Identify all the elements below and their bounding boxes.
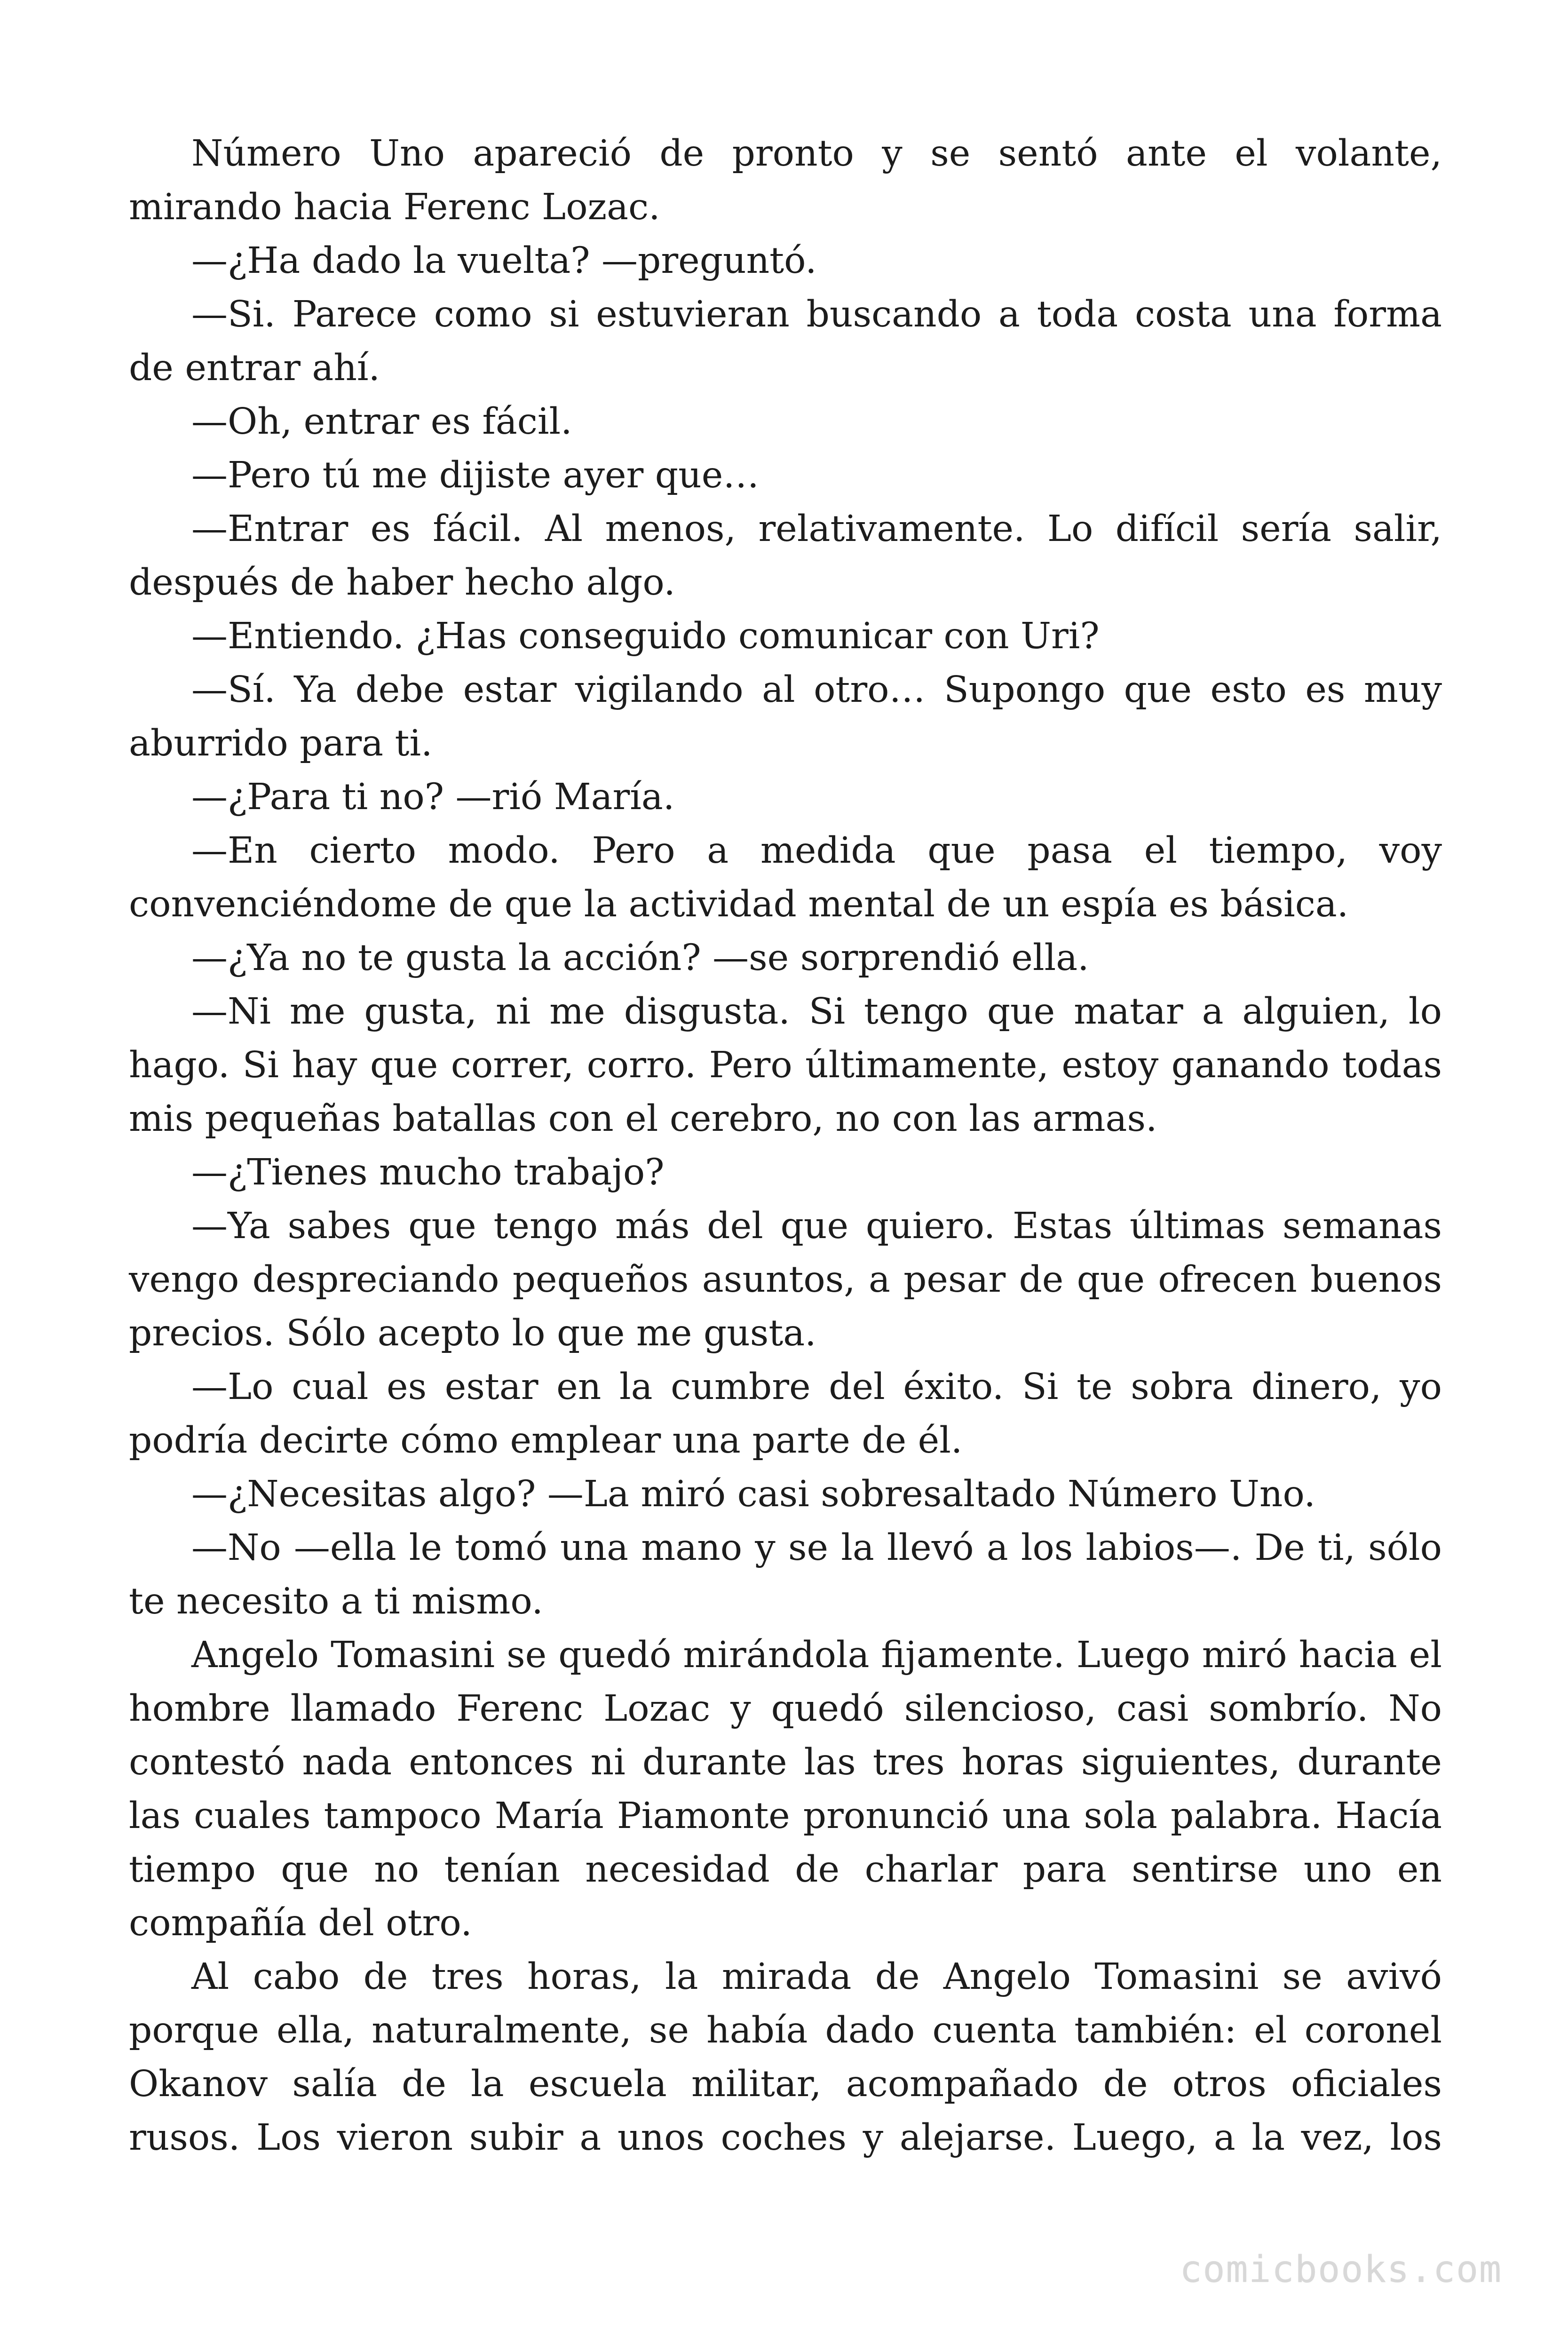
paragraph: —Sí. Ya debe estar vigilando al otro… Supongo que esto es muy aburrido para ti. (129, 669, 1442, 764)
paragraph: Al cabo de tres horas, la mirada de Angelo Tomasini se avivó porque ella, naturalmente, se había dado cuenta también: el coronel Okanov salía de la escuela militar, acompañado de otros oficiales rusos. Los vieron subir a unos coches y alejarse. Luego, a la vez, los (129, 1956, 1442, 2159)
paragraph: —Si. Parece como si estuvieran buscando a toda costa una forma de entrar ahí. (129, 294, 1442, 389)
paragraph: —¿Ya no te gusta la acción? —se sorprendió ella. (191, 937, 1089, 979)
paragraph: —Ya sabes que tengo más del que quiero. Estas últimas semanas vengo despreciando pequeños asuntos, a pesar de que ofrecen buenos precios. Sólo acepto lo que me gusta. (129, 1205, 1442, 1354)
paragraph: —¿Necesitas algo? —La miró casi sobresaltado Número Uno. (191, 1473, 1316, 1515)
paragraph: —¿Tienes mucho trabajo? (191, 1152, 665, 1193)
watermark: comicbooks.com (1180, 2249, 1502, 2291)
paragraph: —No —ella le tomó una mano y se la llevó a los labios—. De ti, sólo te necesito a ti mismo. (129, 1527, 1442, 1622)
paragraph: Angelo Tomasini se quedó mirándola fijamente. Luego miró hacia el hombre llamado Ferenc Lozac y quedó silencioso, casi sombrío. No contestó nada entonces ni durante las tres horas siguientes, durante las cuales tampoco María Piamonte pronunció una sola palabra. Hacía tiempo que no tenían necesidad de charlar para sentirse uno en compañía del otro. (129, 1634, 1442, 1944)
paragraph: —Pero tú me dijiste ayer que… (191, 454, 760, 496)
paragraph: —Oh, entrar es fácil. (191, 401, 572, 443)
paragraph: —Ni me gusta, ni me disgusta. Si tengo que matar a alguien, lo hago. Si hay que correr, corro. Pero últimamente, estoy ganando todas mis pequeñas batallas con el cerebro, no con las armas. (129, 991, 1442, 1140)
paragraph: —Entrar es fácil. Al menos, relativamente. Lo difícil sería salir, después de haber hecho algo. (129, 508, 1442, 604)
paragraph: —Entiendo. ¿Has conseguido comunicar con Uri? (191, 615, 1100, 657)
paragraph: —Lo cual es estar en la cumbre del éxito. Si te sobra dinero, yo podría decirte cómo emplear una parte de él. (129, 1366, 1442, 1462)
paragraph: —¿Ha dado la vuelta? —preguntó. (191, 240, 817, 282)
book-page-text (129, 127, 1442, 2165)
paragraph: —¿Para ti no? —rió María. (191, 776, 675, 818)
paragraph: —En cierto modo. Pero a medida que pasa el tiempo, voy convenciéndome de que la actividad mental de un espía es básica. (129, 830, 1442, 925)
paragraph: Número Uno apareció de pronto y se sentó ante el volante, mirando hacia Ferenc Lozac. (129, 133, 1442, 228)
